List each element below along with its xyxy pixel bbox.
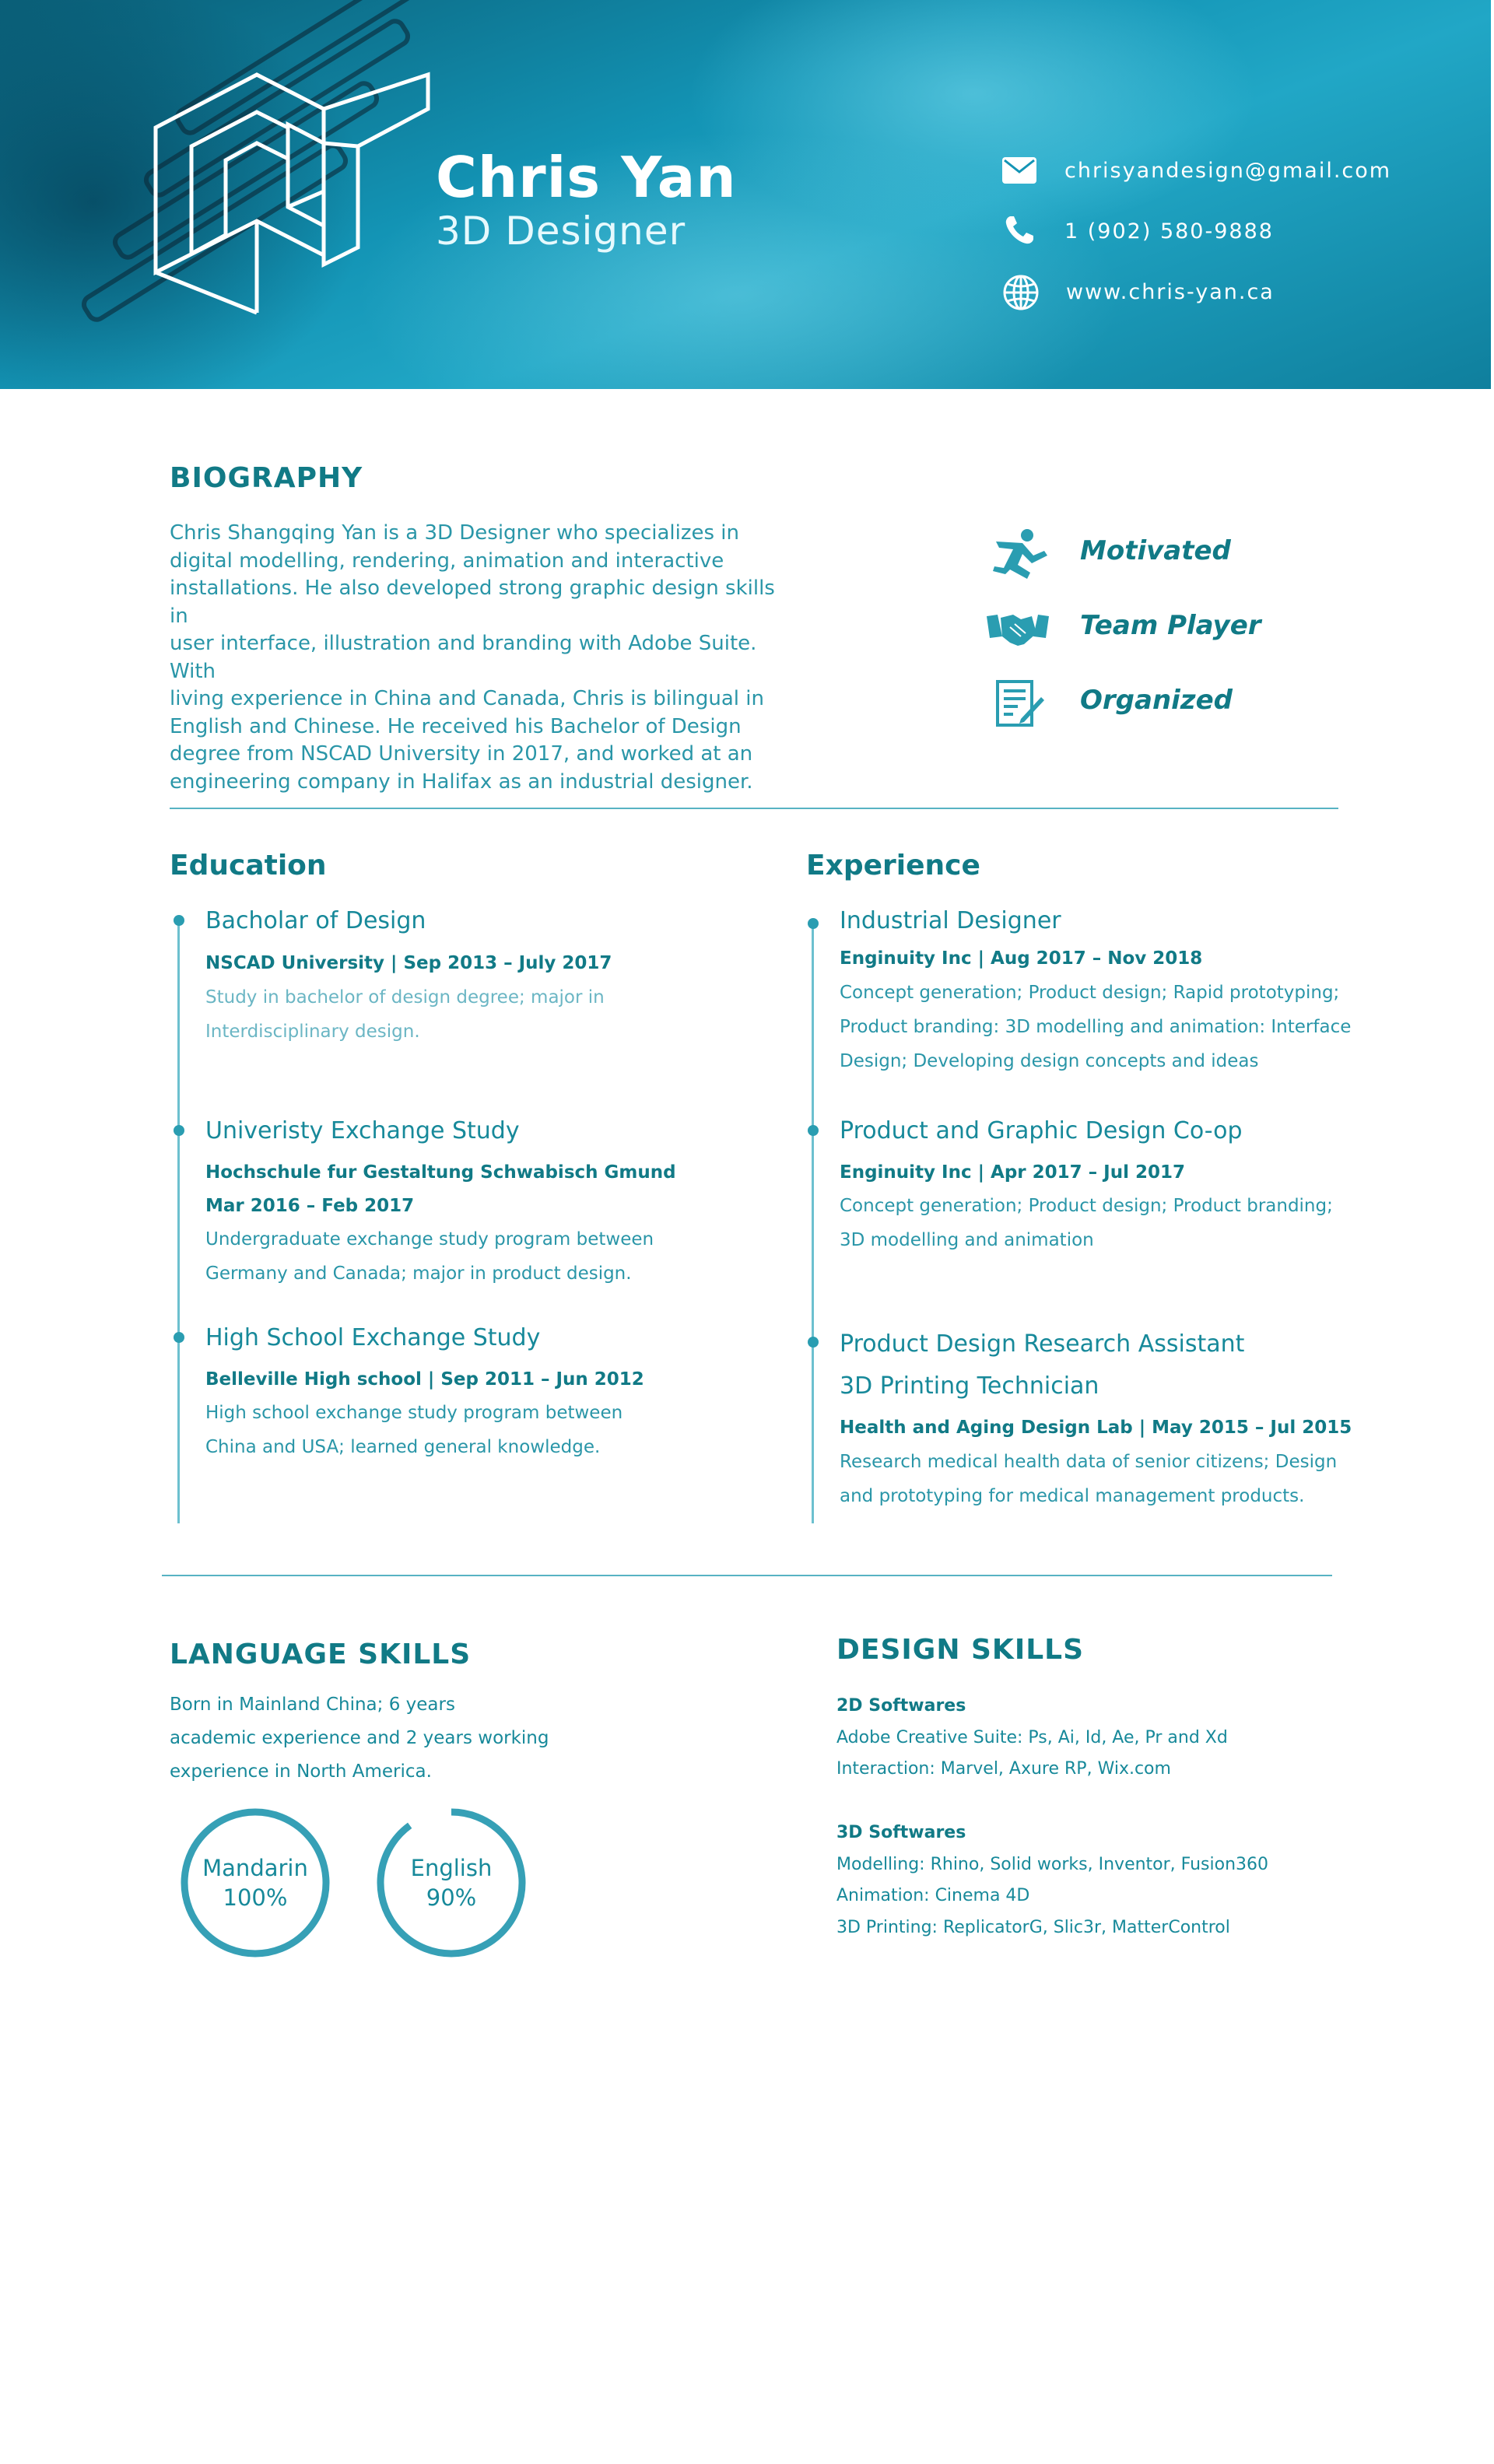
timeline-dot — [174, 1332, 184, 1343]
phone-number[interactable]: 1 (902) 580-9888 — [1064, 219, 1274, 244]
experience-entry-desc: Concept generation; Product design; Product branding; 3D modelling and animation — [840, 1196, 1333, 1250]
education-entry-desc: Undergraduate exchange study program between Germany and Canada; major in product design. — [205, 1229, 654, 1284]
trait-organized: Organized — [1080, 685, 1233, 716]
email-link[interactable]: chrisyandesign@gmail.com — [1064, 159, 1392, 183]
globe-icon — [1002, 274, 1040, 311]
cy-logo-icon — [148, 68, 436, 317]
handshake-icon — [987, 610, 1049, 649]
experience-entry-desc: Concept generation; Product design; Rapid prototyping; Product branding: 3D modelling and animation: Interface Design; Developing design concepts and ideas — [840, 983, 1352, 1071]
biography-text: Chris Shangqing Yan is a 3D Designer who specializes in digital modelling, rendering, animation and interactive installations. He also developed strong graphic design skills in user interface, illustration and branding with Adobe Suite. With living experience in China and Canada, Chris is bilingual in English and Chinese. He received his Bachelor of Design degree from NSCAD University in 2017, and worked at an engineering company in Halifax as an industrial designer. — [170, 521, 775, 794]
language-label-english: English 90% — [410, 1855, 493, 1911]
trait-motivated: Motivated — [1080, 535, 1231, 566]
experience-timeline — [812, 923, 814, 1523]
skill-line: 3D Printing: ReplicatorG, Slic3r, MatterControl — [836, 1918, 1230, 1937]
biography-title: BIOGRAPHY — [170, 462, 363, 494]
language-skills-title: LANGUAGE SKILLS — [170, 1639, 472, 1670]
experience-entry-subtitle: 3D Printing Technician — [840, 1372, 1099, 1400]
language-skills-desc: Born in Mainland China; 6 years academic experience and 2 years working experience in North America. — [170, 1695, 549, 1782]
education-entry-org: Hochschule fur Gestaltung Schwabisch Gmund — [205, 1162, 676, 1183]
design-skills-title: DESIGN SKILLS — [836, 1634, 1085, 1666]
header-banner — [0, 0, 1491, 389]
skill-line: Modelling: Rhino, Solid works, Inventor, Fusion360 — [836, 1855, 1269, 1874]
experience-title: Experience — [806, 850, 980, 882]
education-entry-org: Belleville High school | Sep 2011 – Jun 2012 — [205, 1369, 644, 1390]
experience-entry-org: Enginuity Inc | Aug 2017 – Nov 2018 — [840, 948, 1203, 969]
education-entry-desc: High school exchange study program between China and USA; learned general knowledge. — [205, 1403, 623, 1457]
phone-icon — [1004, 215, 1035, 246]
language-label-mandarin: Mandarin 100% — [202, 1855, 308, 1911]
skill-line: Animation: Cinema 4D — [836, 1886, 1030, 1905]
envelope-icon — [1002, 157, 1036, 184]
clipboard-icon — [994, 678, 1046, 730]
education-entry-title: High School Exchange Study — [205, 1324, 541, 1351]
person-name: Chris Yan — [436, 145, 737, 210]
timeline-dot — [808, 918, 819, 929]
section-divider — [162, 1575, 1332, 1576]
education-entry-desc: Study in bachelor of design degree; major in Interdisciplinary design. — [205, 987, 605, 1042]
experience-entry-title: Product and Graphic Design Co-op — [840, 1117, 1243, 1144]
experience-entry-desc: Research medical health data of senior citizens; Design and prototyping for medical management products. — [840, 1452, 1338, 1506]
experience-entry-org: Health and Aging Design Lab | May 2015 – Jul 2015 — [840, 1418, 1352, 1438]
education-entry-date: Mar 2016 – Feb 2017 — [205, 1196, 415, 1216]
experience-entry-org: Enginuity Inc | Apr 2017 – Jul 2017 — [840, 1162, 1186, 1183]
education-entry-title: Univeristy Exchange Study — [205, 1117, 520, 1144]
section-divider — [170, 808, 1338, 809]
experience-entry-title: Product Design Research Assistant — [840, 1330, 1245, 1358]
person-role: 3D Designer — [436, 209, 686, 254]
education-entry-title: Bacholar of Design — [205, 907, 426, 934]
education-entry-org: NSCAD University | Sep 2013 – July 2017 — [205, 953, 612, 973]
trait-team-player: Team Player — [1080, 610, 1261, 641]
timeline-dot — [174, 1125, 184, 1136]
timeline-dot — [808, 1337, 819, 1348]
skill-line: Adobe Creative Suite: Ps, Ai, Id, Ae, Pr and Xd — [836, 1728, 1228, 1747]
skill-line: Interaction: Marvel, Axure RP, Wix.com — [836, 1759, 1171, 1779]
running-person-icon — [988, 527, 1052, 580]
experience-entry-title: Industrial Designer — [840, 907, 1061, 934]
education-title: Education — [170, 850, 327, 882]
timeline-dot — [808, 1125, 819, 1136]
skill-group-heading: 2D Softwares — [836, 1696, 966, 1716]
timeline-dot — [174, 915, 184, 926]
website-link[interactable]: www.chris-yan.ca — [1066, 280, 1275, 304]
education-timeline — [177, 923, 180, 1523]
skill-group-heading: 3D Softwares — [836, 1823, 966, 1842]
